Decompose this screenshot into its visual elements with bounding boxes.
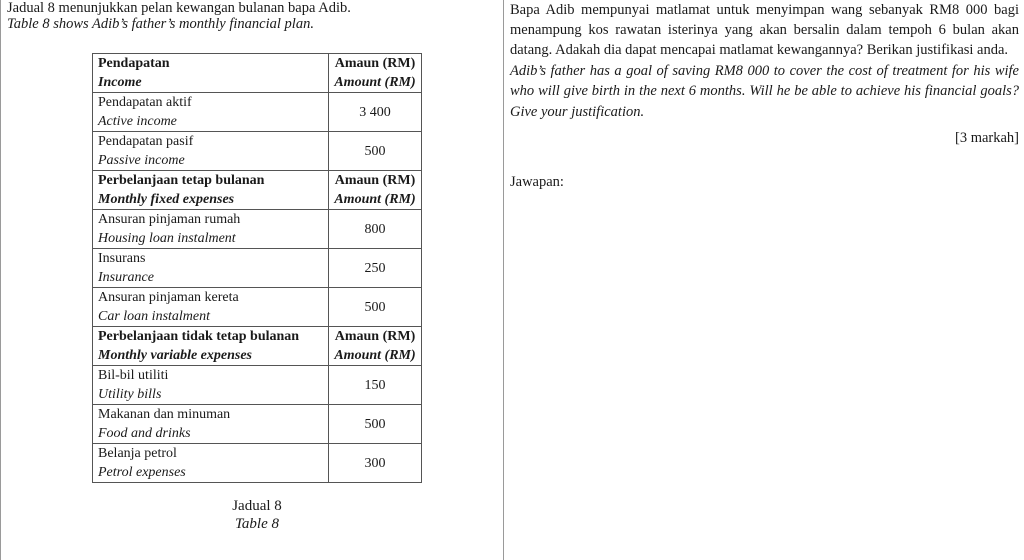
amount-header-malay: Amaun (RM) [334, 56, 416, 71]
item-label-english: Passive income [98, 153, 185, 168]
left-column [7, 0, 497, 532]
section-title-malay: Pendapatan [98, 56, 170, 71]
item-cell [93, 93, 329, 132]
amount-header-cell [329, 54, 422, 93]
item-label-malay: Ansuran pinjaman kereta [98, 290, 239, 305]
section-title-malay: Perbelanjaan tetap bulanan [98, 173, 265, 188]
intro-malay: Jadual 8 menunjukkan pelan kewangan bulanan bapa Adib. [7, 0, 351, 16]
right-column [510, 0, 1019, 191]
item-cell [93, 132, 329, 171]
section-header-cell [93, 327, 329, 366]
question-english: Adib’s father has a goal of saving RM8 000 to cover the cost of treatment for his wife who will give birth in the next 6 months. Will he be able to achieve his financial goals? Give your justification. [510, 62, 1019, 120]
item-amount: 500 [329, 132, 422, 171]
table-row [93, 288, 422, 327]
item-amount: 3 400 [329, 93, 422, 132]
section-header-cell [93, 54, 329, 93]
item-label-malay: Ansuran pinjaman rumah [98, 212, 241, 227]
financial-plan-table [92, 53, 422, 483]
amount-header-cell [329, 327, 422, 366]
amount-header-malay: Amaun (RM) [334, 173, 416, 188]
table-row [93, 405, 422, 444]
item-label-malay: Bil-bil utiliti [98, 368, 169, 383]
section-title-english: Income [98, 75, 142, 90]
item-label-english: Housing loan instalment [98, 231, 236, 246]
item-amount: 250 [329, 249, 422, 288]
answer-label: Jawapan: [510, 174, 564, 191]
table-caption-english: Table 8 [234, 516, 280, 532]
table-section-header [93, 171, 422, 210]
table-row [93, 210, 422, 249]
item-label-malay: Belanja petrol [98, 446, 177, 461]
item-label-malay: Pendapatan aktif [98, 95, 192, 110]
section-title-malay: Perbelanjaan tidak tetap bulanan [98, 329, 300, 344]
item-label-english: Utility bills [98, 387, 162, 402]
item-label-malay: Pendapatan pasif [98, 134, 194, 149]
page-border [0, 0, 1, 560]
item-label-english: Petrol expenses [98, 465, 186, 480]
item-amount: 500 [329, 288, 422, 327]
item-label-english: Food and drinks [98, 426, 191, 441]
question-malay: Bapa Adib mempunyai matlamat untuk menyimpan wang sebanyak RM8 000 bagi menampung kos rawatan isterinya yang akan bersalin dalam tempoh 6 bulan akan datang. Adakah dia dapat mencapai matlamat kewangannya? Berikan justifikasi anda. [510, 2, 1019, 59]
amount-header-english: Amount (RM) [334, 75, 416, 90]
item-cell [93, 366, 329, 405]
amount-header-cell [329, 171, 422, 210]
item-amount: 300 [329, 444, 422, 483]
item-label-malay: Insurans [98, 251, 146, 266]
amount-header-english: Amount (RM) [334, 192, 416, 207]
item-cell [93, 444, 329, 483]
section-title-english: Monthly fixed expenses [98, 192, 235, 207]
item-label-malay: Makanan dan minuman [98, 407, 231, 422]
section-title-english: Monthly variable expenses [98, 348, 252, 363]
table-row [93, 444, 422, 483]
amount-header-malay: Amaun (RM) [334, 329, 416, 344]
section-header-cell [93, 171, 329, 210]
item-amount: 800 [329, 210, 422, 249]
intro-english: Table 8 shows Adib’s father’s monthly financial plan. [7, 16, 314, 32]
item-cell [93, 288, 329, 327]
table-row [93, 249, 422, 288]
table-row [93, 93, 422, 132]
column-divider [503, 0, 504, 560]
item-label-english: Insurance [98, 270, 154, 285]
item-label-english: Active income [98, 114, 177, 129]
item-cell [93, 210, 329, 249]
item-amount: 150 [329, 366, 422, 405]
table-row [93, 132, 422, 171]
table-caption-malay: Jadual 8 [232, 498, 282, 514]
item-cell [93, 405, 329, 444]
table-section-header [93, 54, 422, 93]
marks-label: [3 markah] [954, 130, 1019, 147]
table-row [93, 366, 422, 405]
amount-header-english: Amount (RM) [334, 348, 416, 363]
item-label-english: Car loan instalment [98, 309, 211, 324]
table-section-header [93, 327, 422, 366]
item-cell [93, 249, 329, 288]
item-amount: 500 [329, 405, 422, 444]
